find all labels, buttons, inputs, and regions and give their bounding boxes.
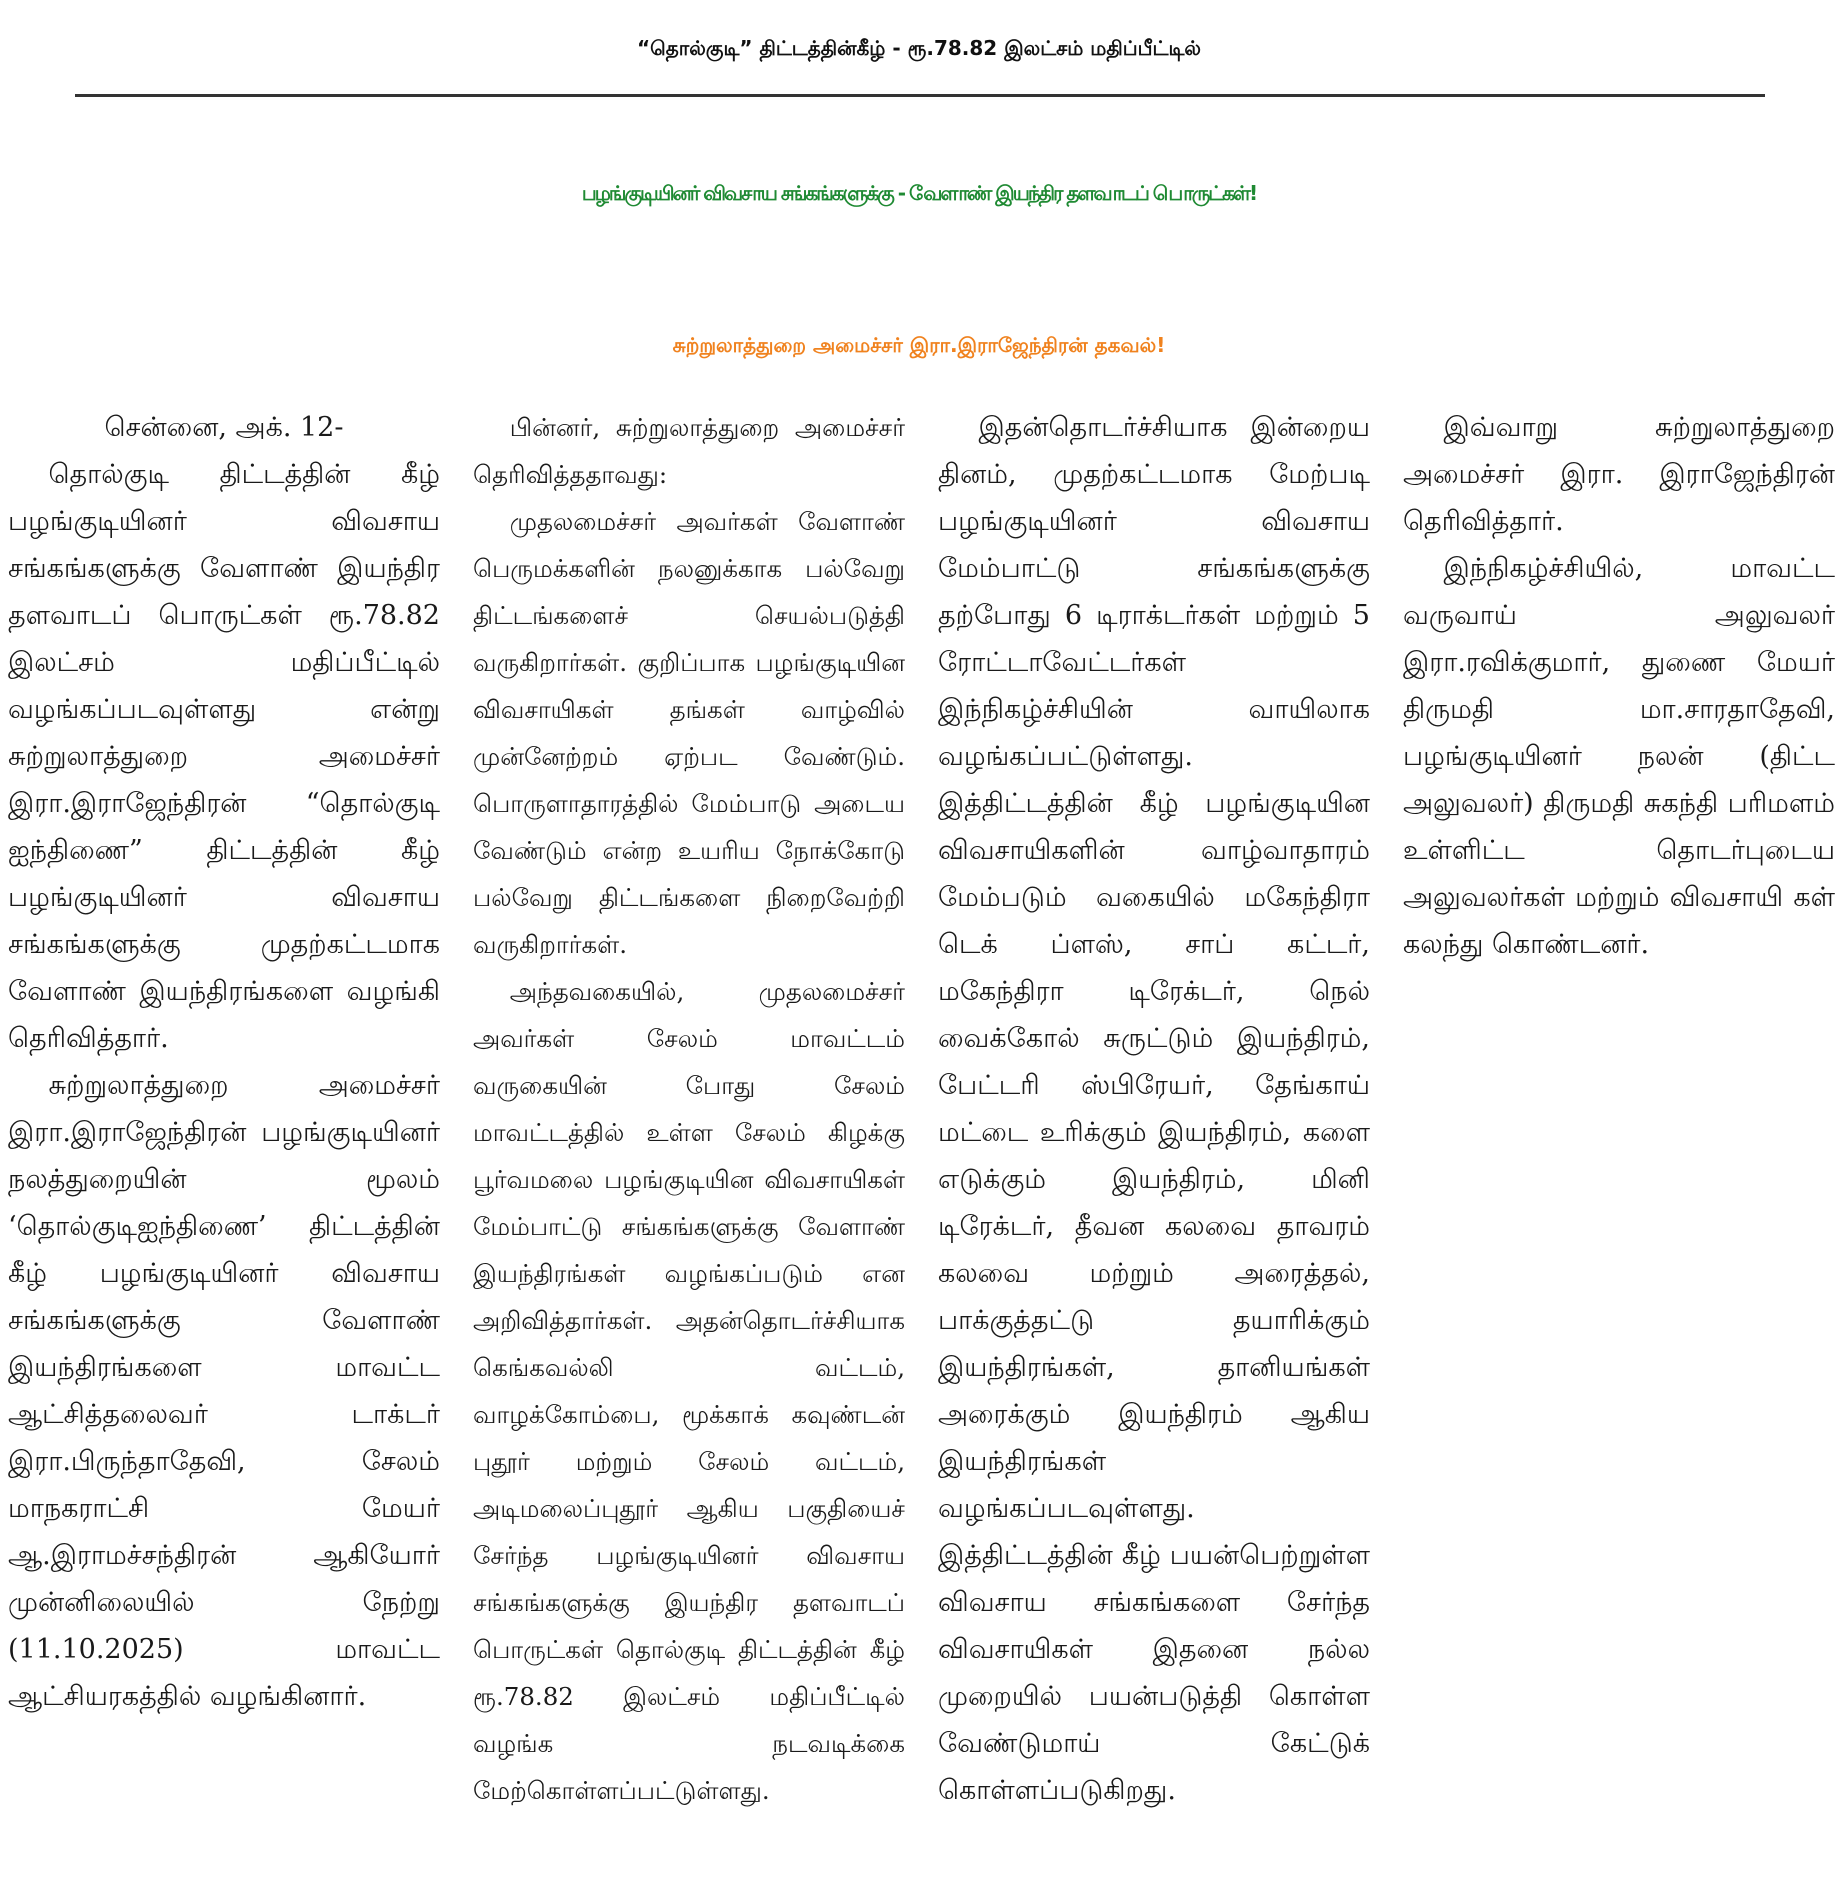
article-paragraph-6: இதன்தொடர்ச்சியாக இன்றைய தினம், முதற்கட்டமாக மேற்படி பழங்குடியினர் விவசாய மேம்பாட்டு சங்கங்களுக்கு தற்போது 6 டிராக்டர்கள் மற்றும் 5 ரோட்டாவேட்டர்கள் இந்நிகழ்ச்சியின் வாயிலாக வழங்கப்பட்டுள்ளது. இத்திட்டத்தின் கீழ் பழங்குடியின விவசாயிகளின் வாழ்வாதாரம் மேம்படும் வகையில் மகேந்திரா டெக் ப்ளஸ், சாப் கட்டர், மகேந்திரா டிரேக்டர், நெல் வைக்கோல் சுருட்டும் இயந்திரம், பேட்டரி ஸ்பிரேயர், தேங்காய் மட்டை உரிக்கும் இயந்திரம், களை எடுக்கும் இயந்திரம், மினி டிரேக்டர், தீவன கலவை தாவரம் கலவை மற்றும் அரைத்தல், பாக்குத்தட்டு தயாரிக்கும் இயந்திரங்கள், தானியங்கள் அரைக்கும் இயந்திரம் ஆகிய இயந்திரங்கள் வழங்கப்படவுள்ளது. இத்திட்டத்தின் கீழ் பயன்பெற்றுள்ள விவசாய சங்கங்களை சேர்ந்த விவசாயிகள் இதனை நல்ல முறையில் பயன்படுத்தி கொள்ள வேண்டுமாய் கேட்டுக் கொள்ளப்படுகிறது.	[938, 412, 1370, 1806]
article-column-4	[1403, 404, 1835, 1884]
dateline: சென்னை, அக். 12-	[104, 412, 344, 443]
article-paragraph-4: முதலமைச்சர் அவர்கள் வேளாண் பெருமக்களின் நலனுக்காக பல்வேறு திட்டங்களைச் செயல்படுத்தி வருகிறார்கள். குறிப்பாக பழங்குடியின விவசாயிகள் தங்கள் வாழ்வில் முன்னேற்றம் ஏற்பட வேண்டும். பொருளாதாரத்தில் மேம்பாடு அடைய வேண்டும் என்ற உயரிய நோக்கோடு பல்வேறு திட்டங்களை நிறைவேற்றி வருகிறார்கள்.	[473, 507, 905, 959]
article-column-1	[8, 404, 440, 1884]
main-headline: பழங்குடியினர் விவசாய சங்கங்களுக்கு - வேளாண் இயந்திர தளவாடப் பொருட்கள்!	[581, 181, 1257, 205]
article-paragraph-3: பின்னர், சுற்றுலாத்துறை அமைச்சர் தெரிவித்ததாவது:	[473, 413, 905, 489]
article-column-2	[473, 404, 905, 1884]
sub-headline: சுற்றுலாத்துறை அமைச்சர் இரா.இராஜேந்திரன் தகவல்!	[672, 333, 1166, 357]
article-paragraph-2: சுற்றுலாத்துறை அமைச்சர் இரா.இராஜேந்திரன் பழங்குடியினர் நலத்துறையின் மூலம் ‘தொல்குடிஐந்திணை’ திட்டத்தின் கீழ் பழங்குடியினர் விவசாய சங்கங்களுக்கு வேளாண் இயந்திரங்களை மாவட்ட ஆட்சித்தலைவர் டாக்டர் இரா.பிருந்தாதேவி, சேலம் மாநகராட்சி மேயர் ஆ.இராமச்சந்திரன் ஆகியோர் முன்னிலையில் நேற்று (11.10.2025) மாவட்ட ஆட்சியரகத்தில் வழங்கினார்.	[8, 1070, 440, 1712]
article-paragraph-7: இவ்வாறு சுற்றுலாத்துறை அமைச்சர் இரா. இராஜேந்திரன் தெரிவித்தார்.	[1403, 412, 1835, 537]
kicker-line: “தொல்குடி” திட்டத்தின்கீழ் - ரூ.78.82 இலட்சம் மதிப்பீட்டில்	[637, 36, 1201, 60]
article-paragraph-1: தொல்குடி திட்டத்தின் கீழ் பழங்குடியினர் விவசாய சங்கங்களுக்கு வேளாண் இயந்திர தளவாடப் பொருட்கள் ரூ.78.82 இலட்சம் மதிப்பீட்டில் வழங்கப்படவுள்ளது என்று சுற்றுலாத்துறை அமைச்சர் இரா.இராஜேந்திரன் “தொல்குடி ஐந்திணை” திட்டத்தின் கீழ் பழங்குடியினர் விவசாய சங்கங்களுக்கு முதற்கட்டமாக வேளாண் இயந்திரங்களை வழங்கி தெரிவித்தார்.	[8, 459, 440, 1054]
article-paragraph-8: இந்நிகழ்ச்சியில், மாவட்ட வருவாய் அலுவலர் இரா.ரவிக்குமார், துணை மேயர் திருமதி மா.சாரதாதேவி, பழங்குடியினர் நலன் (திட்ட அலுவலர்) திருமதி சுகந்தி பரிமளம் உள்ளிட்ட தொடர்புடைய அலுவலர்கள் மற்றும் விவசாயி கள் கலந்து கொண்டனர்.	[1403, 553, 1835, 960]
header-rule	[75, 94, 1765, 97]
article-column-3	[938, 404, 1370, 1884]
article-paragraph-5: அந்தவகையில், முதலமைச்சர் அவர்கள் சேலம் மாவட்டம் வருகையின் போது சேலம் மாவட்டத்தில் உள்ள சேலம் கிழக்கு பூர்வமலை பழங்குடியின விவசாயிகள் மேம்பாட்டு சங்கங்களுக்கு வேளாண் இயந்திரங்கள் வழங்கப்படும் என அறிவித்தார்கள். அதன்தொடர்ச்சியாக கெங்கவல்லி வட்டம், வாழக்கோம்பை, மூக்காக் கவுண்டன் புதூர் மற்றும் சேலம் வட்டம், அடிமலைப்புதூர் ஆகிய பகுதியைச் சேர்ந்த பழங்குடியினர் விவசாய சங்கங்களுக்கு இயந்திர தளவாடப் பொருட்கள் தொல்குடி திட்டத்தின் கீழ் ரூ.78.82 இலட்சம் மதிப்பீட்டில் வழங்க நடவடிக்கை மேற்கொள்ளப்பட்டுள்ளது.	[473, 977, 905, 1805]
